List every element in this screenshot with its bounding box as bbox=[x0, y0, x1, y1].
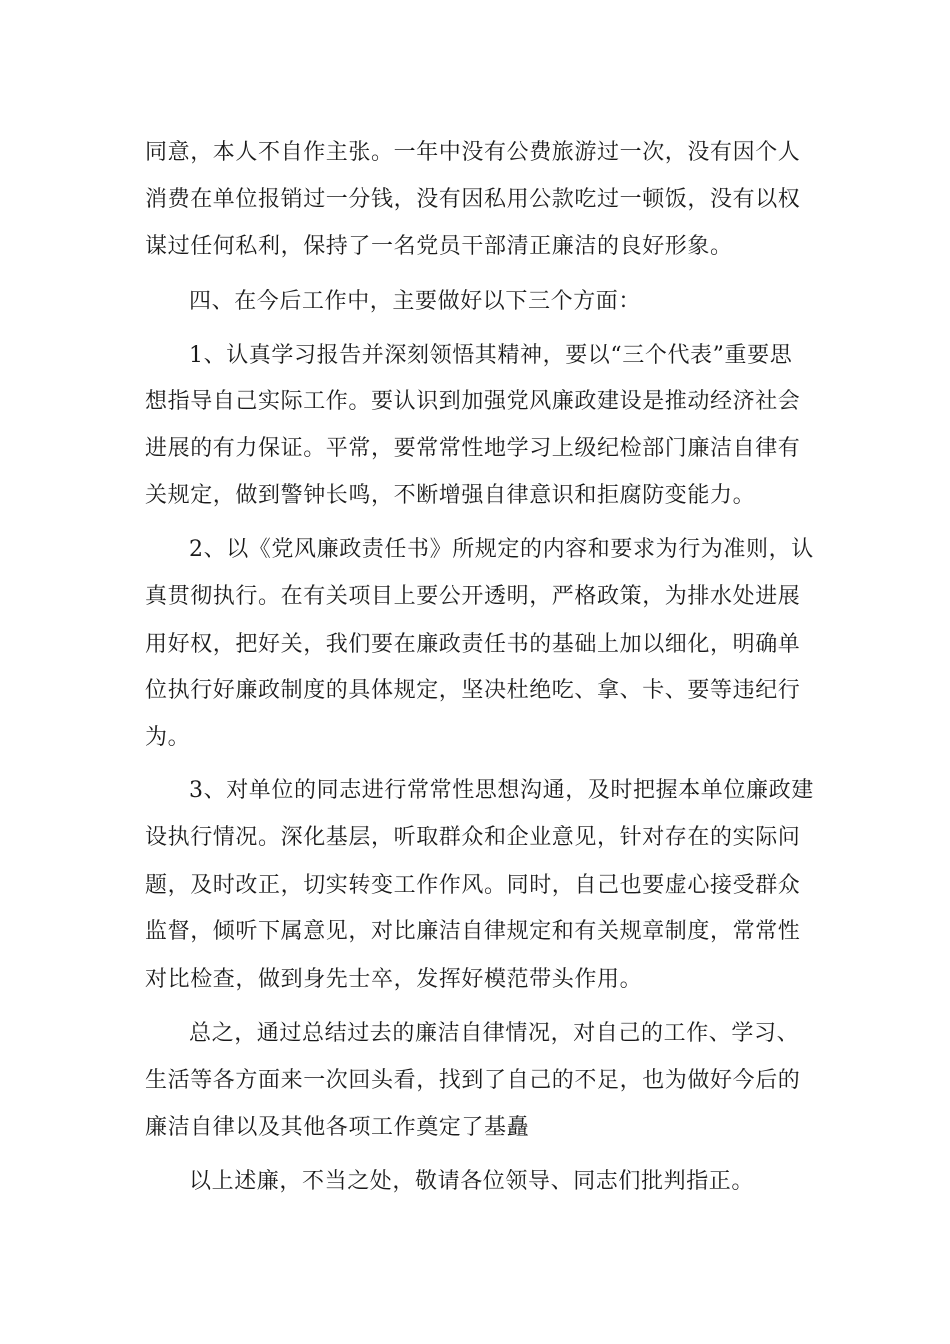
text-line: 生活等各方面来一次回头看，找到了自己的不足，也为做好今后的 bbox=[145, 1068, 801, 1093]
text-line: 真贯彻执行。在有关项目上要公开透明，严格政策，为排水处进展 bbox=[145, 584, 801, 609]
text-line: 总之，通过总结过去的廉洁自律情况，对自己的工作、学习、 bbox=[189, 1021, 800, 1046]
text-line: 1、认真学习报告并深刻领悟其精神，要以“三个代表”重要思 bbox=[189, 343, 793, 368]
text-line: 进展的有力保证。平常，要常常性地学习上级纪检部门廉洁自律有 bbox=[145, 436, 801, 461]
text-line: 消费在单位报销过一分钱，没有因私用公款吃过一顿饭，没有以权 bbox=[145, 187, 801, 212]
text-line: 廉洁自律以及其他各项工作奠定了基矗 bbox=[145, 1115, 530, 1140]
paragraph-heading: 四、在今后工作中，主要做好以下三个方面： bbox=[189, 289, 642, 314]
text-line: 以上述廉，不当之处，敬请各位领导、同志们批判指正。 bbox=[189, 1169, 755, 1194]
text-line: 想指导自己实际工作。要认识到加强党风廉政建设是推动经济社会 bbox=[145, 389, 801, 414]
text-line: 监督，倾听下属意见，对比廉洁自律规定和有关规章制度，常常性 bbox=[145, 919, 801, 944]
text-line: 3、对单位的同志进行常常性思想沟通，及时把握本单位廉政建 bbox=[189, 778, 814, 803]
text-line: 关规定，做到警钟长鸣，不断增强自律意识和拒腐防变能力。 bbox=[145, 483, 756, 508]
text-line: 题，及时改正，切实转变工作作风。同时，自己也要虚心接受群众 bbox=[145, 873, 801, 898]
text-line: 对比检查，做到身先士卒，发挥好模范带头作用。 bbox=[145, 967, 643, 992]
text-line: 设执行情况。深化基层，听取群众和企业意见，针对存在的实际问 bbox=[145, 825, 801, 850]
text-line: 同意，本人不自作主张。一年中没有公费旅游过一次，没有因个人 bbox=[145, 140, 801, 165]
text-line: 位执行好廉政制度的具体规定，坚决杜绝吃、拿、卡、要等违纪行 bbox=[145, 678, 801, 703]
text-line: 2、以《党风廉政责任书》所规定的内容和要求为行为准则，认 bbox=[189, 537, 814, 562]
text-line: 用好权，把好关，我们要在廉政责任书的基础上加以细化，明确单 bbox=[145, 632, 801, 657]
text-line: 谋过任何私利，保持了一名党员干部清正廉洁的良好形象。 bbox=[145, 234, 733, 259]
text-line: 为。 bbox=[145, 725, 191, 750]
